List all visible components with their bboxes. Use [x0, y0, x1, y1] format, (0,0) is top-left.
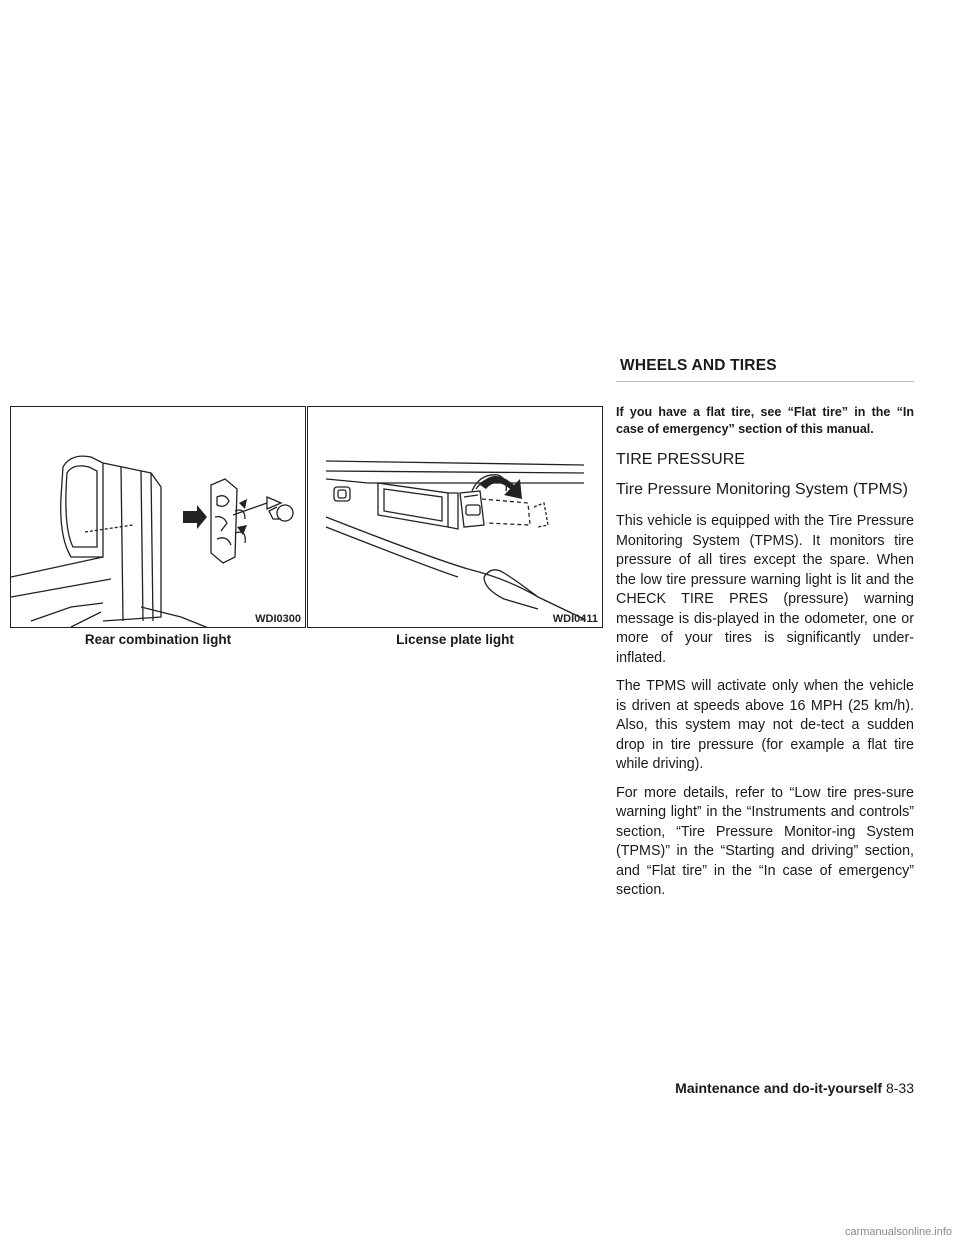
page-footer — [640, 1080, 914, 1096]
page-number: 8-33 — [885, 1080, 914, 1096]
paragraph: The TPMS will activate only when the vehicle is driven at speeds above 16 MPH (25 km/h). Also, this system may not de-tect a sudden drop in tire pressure (for example a flat tire while driving). — [616, 678, 914, 772]
figure-code: WDI0411 — [552, 613, 598, 625]
footer-section: Maintenance and do-it-yourself — [675, 1080, 883, 1096]
paragraph: This vehicle is equipped with the Tire Pressure Monitoring System (TPMS). It monitors tire pressure of all tires except the spare. When the low tire pressure warning light is lit and the CHECK TIRE PRES (pressure) warning message is dis-played in the odometer, one or more of your tires is significantly under-inflated. — [616, 513, 914, 666]
text-column — [616, 404, 914, 910]
figure-rear-combination-light — [10, 406, 306, 628]
subheading-tpms: Tire Pressure Monitoring System (TPMS) — [616, 481, 908, 498]
figure-license-plate-light — [307, 406, 603, 628]
figure-code: WDI0300 — [255, 613, 301, 625]
section-title: WHEELS AND TIRES — [620, 357, 777, 374]
watermark: carmanualsonline.info — [844, 1226, 952, 1238]
figure-caption: Rear combination light — [84, 632, 232, 647]
heading-tire-pressure: TIRE PRESSURE — [616, 451, 745, 468]
paragraph: For more details, refer to “Low tire pres-sure warning light” in the “Instruments and controls” section, “Tire Pressure Monitor-ing System (TPMS)” in the “Starting and driving” section, and “Flat tire” in the “In case of emergency” section. — [616, 784, 914, 898]
license-plate-light-illustration — [308, 407, 603, 628]
rear-combination-light-illustration — [11, 407, 306, 628]
section-divider — [616, 381, 914, 382]
flat-tire-note: If you have a flat tire, see “Flat tire” in the “In case of emergency” section of this manual. — [616, 405, 914, 436]
figure-caption: License plate light — [396, 632, 514, 647]
